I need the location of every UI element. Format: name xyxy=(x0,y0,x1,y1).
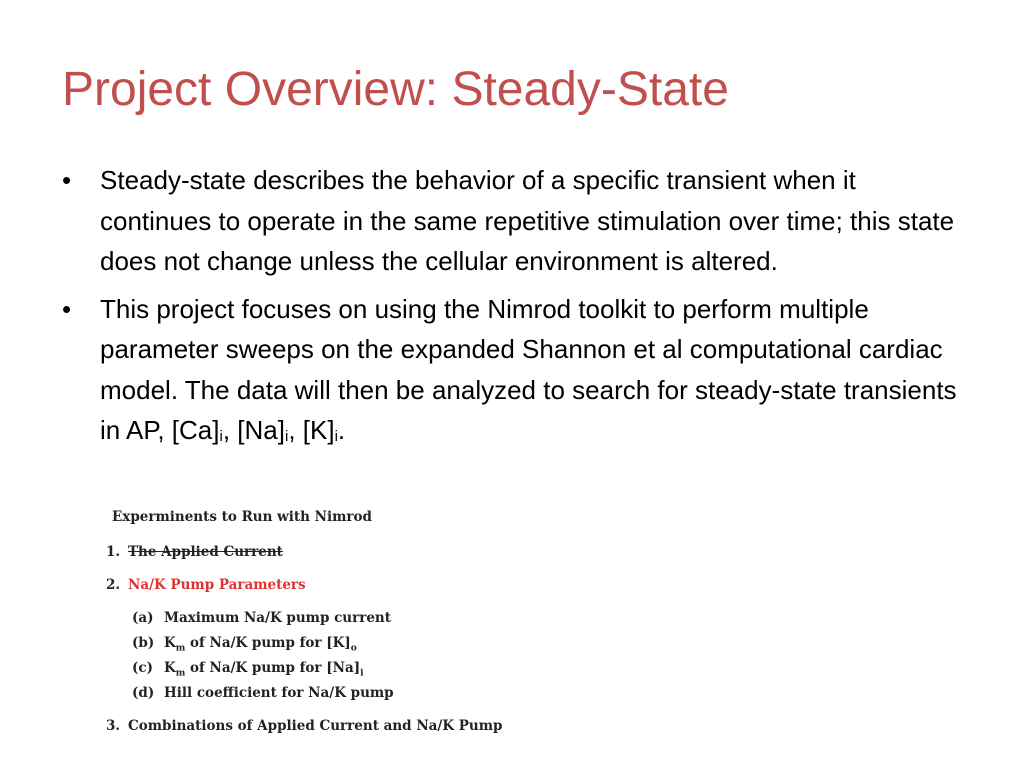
bullet-text: This project focuses on using the Nimrod toolkit to perform multiple parameter sweeps on the expanded Shannon et al computational cardiac model. The data will then be analyzed to search for steady-state transients in AP, $[Ca]_i$, $[Na]_i$, $[K]_i$. xyxy=(100,293,957,445)
experiment-item: 2. Na/K Pump Parameters xyxy=(106,577,306,593)
experiment-subitem: (d) Hill coefficient for Na/K pump xyxy=(132,685,394,701)
experiment-subitem: (a) Maximum Na/K pump current xyxy=(132,610,391,626)
experiments-figure xyxy=(106,506,566,746)
figure-title: Experminents to Run with Nimrod xyxy=(112,509,372,525)
ion-subscript: i xyxy=(284,428,289,445)
bullet-icon: • xyxy=(62,293,72,324)
bullet-list xyxy=(62,160,962,465)
struck-experiment-label: The Applied Current xyxy=(128,544,283,560)
bullet-text: Steady-state describes the behavior of a specific transient when it continues to operate in the same repetitive stimulation over time; this state does not change unless the cellular environment is altered. xyxy=(100,165,955,276)
experiment-item: 1. The Applied Current xyxy=(106,544,283,560)
bullet-icon: • xyxy=(62,165,72,195)
highlighted-experiment-label: Na/K Pump Parameters xyxy=(128,577,306,593)
experiment-item: 3. Combinations of Applied Current and Na/K Pump xyxy=(106,718,503,734)
bullet-item xyxy=(62,289,962,458)
ion-subscript: i xyxy=(334,428,338,445)
slide-title: Project Overview: Steady-State xyxy=(62,63,729,116)
ion-subscript: i xyxy=(219,428,223,445)
experiment-subitem: (b) $K_m$ of Na/K pump for $[K]_o$ xyxy=(132,635,357,654)
experiment-subitem: (c) $K_m$ of Na/K pump for $[Na]_i$ xyxy=(132,660,364,679)
bullet-item xyxy=(62,160,962,282)
